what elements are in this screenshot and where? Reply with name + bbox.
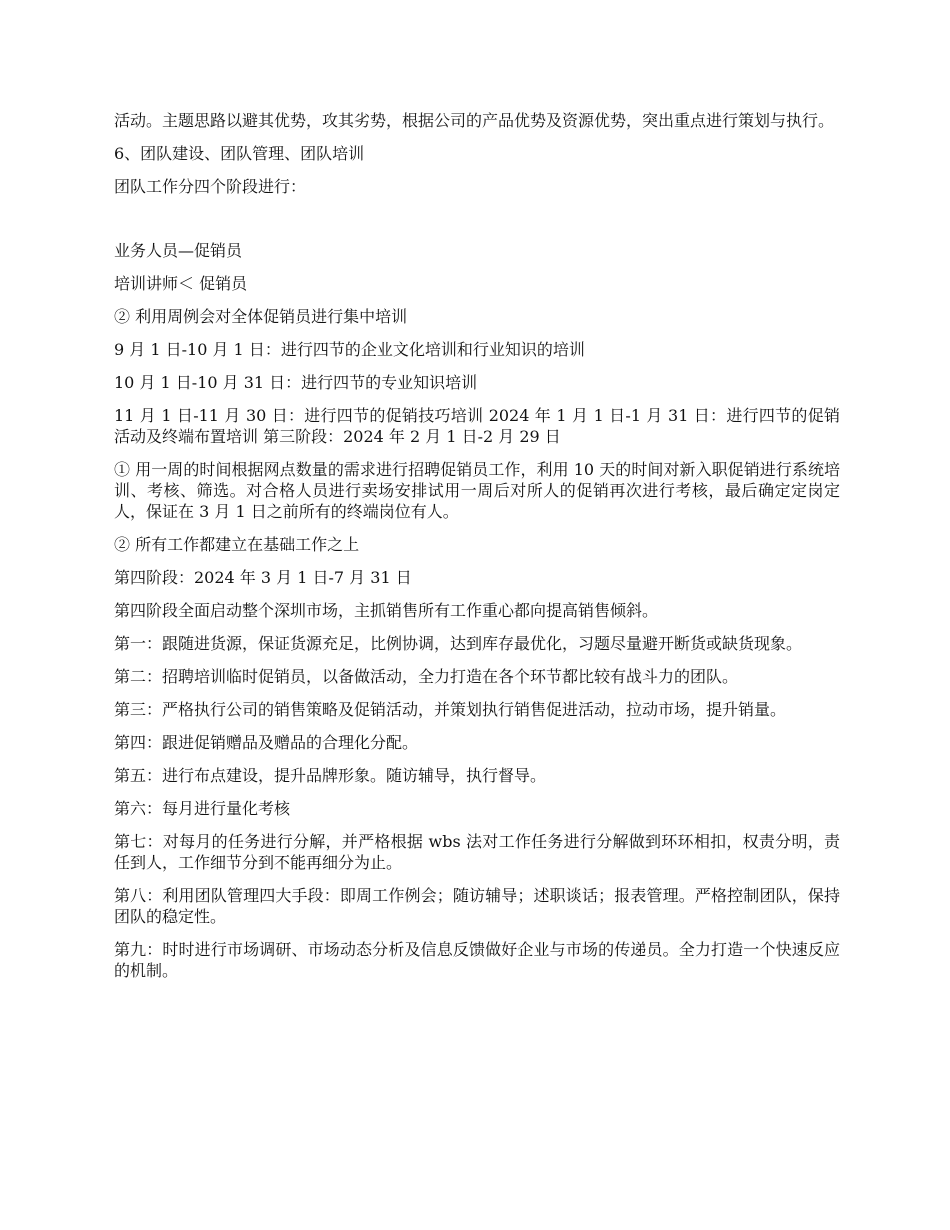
paragraph: ① 用一周的时间根据网点数量的需求进行招聘促销员工作，利用 10 天的时间对新入职促销进行系统培训、考核、筛选。对合格人员进行卖场安排试用一周后对所人的促销再次进行考核，最后确定定岗定人，保证在 3 月 1 日之前所有的终端岗位有人。 (114, 460, 840, 521)
paragraph: ② 所有工作都建立在基础工作之上 (114, 535, 360, 554)
paragraph: 第八：利用团队管理四大手段：即周工作例会；随访辅导；述职谈话；报表管理。严格控制团队，保持团队的稳定性。 (114, 886, 840, 926)
paragraph: 第四阶段：2024 年 3 月 1 日-7 月 31 日 (114, 568, 412, 587)
paragraph: 第九：时时进行市场调研、市场动态分析及信息反馈做好企业与市场的传递员。全力打造一个快速反应的机制。 (114, 940, 840, 980)
paragraph: 活动。主题思路以避其优势，攻其劣势，根据公司的产品优势及资源优势，突出重点进行策划与执行。 (114, 111, 835, 130)
document-body (114, 110, 840, 993)
section-heading: 6、团队建设、团队管理、团队培训 (114, 144, 365, 163)
paragraph: 9 月 1 日-10 月 1 日：进行四节的企业文化培训和行业知识的培训 (114, 340, 585, 359)
paragraph: 团队工作分四个阶段进行： (114, 177, 307, 196)
paragraph: 10 月 1 日-10 月 31 日：进行四节的专业知识培训 (114, 373, 478, 392)
paragraph: 第一：跟随进货源，保证货源充足，比例协调，达到库存最优化，习题尽量避开断货或缺货现象。 (114, 634, 803, 653)
paragraph: 11 月 1 日-11 月 30 日：进行四节的促销技巧培训 2024 年 1 月 1 日-1 月 31 日：进行四节的促销活动及终端布置培训 第三阶段：2024 年 2 月 1 日-2 月 29 日 (114, 406, 840, 446)
paragraph: 第六：每月进行量化考核 (114, 799, 291, 818)
paragraph: 第四阶段全面启动整个深圳市场，主抓销售所有工作重心都向提高销售倾斜。 (114, 601, 659, 620)
paragraph: 第七：对每月的任务进行分解，并严格根据 wbs 法对工作任务进行分解做到环环相扣，权责分明，责任到人，工作细节分到不能再细分为止。 (114, 832, 840, 872)
paragraph: 第五：进行布点建设，提升品牌形象。随访辅导，执行督导。 (114, 766, 547, 785)
paragraph: 第四：跟进促销赠品及赠品的合理化分配。 (114, 733, 419, 752)
paragraph: ② 利用周例会对全体促销员进行集中培训 (114, 307, 408, 326)
paragraph: 培训讲师＜ 促销员 (114, 274, 248, 293)
paragraph: 第二：招聘培训临时促销员，以备做活动，全力打造在各个环节都比较有战斗力的团队。 (114, 667, 739, 686)
paragraph: 业务人员—促销员 (114, 241, 243, 260)
paragraph: 第三：严格执行公司的销售策略及促销活动，并策划执行销售促进活动，拉动市场，提升销量。 (114, 700, 787, 719)
